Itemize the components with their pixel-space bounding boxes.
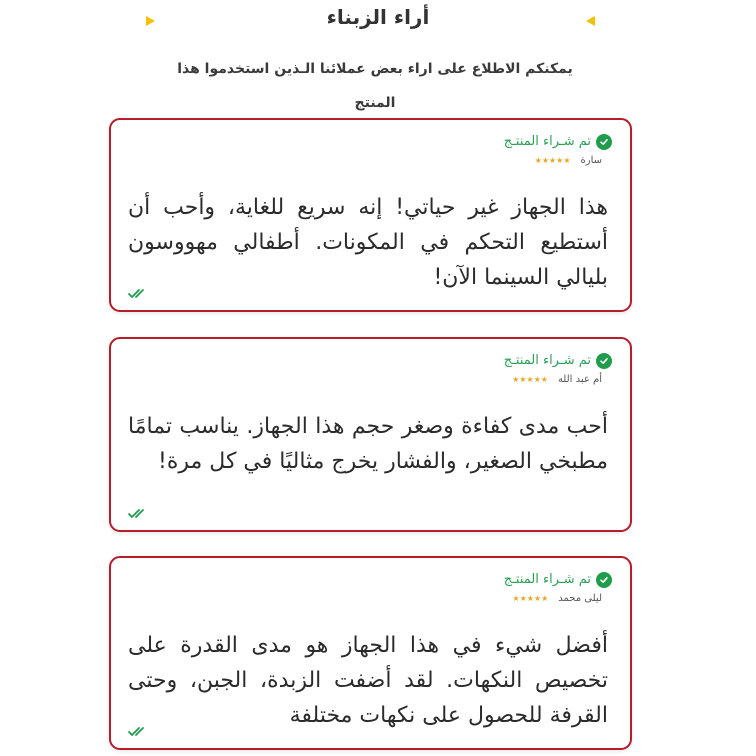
check-circle-icon xyxy=(596,353,612,369)
check-circle-icon xyxy=(596,572,612,588)
verified-label: تم شـراء المنتـج xyxy=(503,572,591,587)
review-meta xyxy=(535,155,602,167)
review-meta xyxy=(512,593,602,605)
arrow-right-icon xyxy=(586,16,595,26)
star-rating: ★★★★★ xyxy=(512,594,549,603)
double-check-icon xyxy=(127,286,153,300)
reviewer-name: سارة xyxy=(580,155,602,166)
review-text: أفضل شيء في هذا الجهاز هو مدى القدرة على تخصيص النكهات. لقد أضفت الزبدة، الجبن، وحتى القرفة للحصول على نكهات مختلفة xyxy=(128,633,608,728)
double-check-icon xyxy=(127,724,153,738)
verified-purchase xyxy=(504,134,612,150)
check-circle-icon xyxy=(596,134,612,150)
page-subtitle: يمكنكم الاطلاع على اراء بعض عملائنا الـذين استخدموا هذا المنتج xyxy=(177,61,573,111)
review-text: أحب مدى كفاءة وصغر حجم هذا الجهاز. يناسب تمامًا مطبخي الصغير، والفشار يخرج مثاليًا في كل مرة! xyxy=(128,414,608,474)
review-meta xyxy=(512,374,602,386)
double-check-icon xyxy=(127,506,153,520)
verified-purchase xyxy=(504,572,612,588)
verified-label: تم شـراء المنتـج xyxy=(503,134,591,149)
review-text: هذا الجهاز غير حياتي! إنه سريع للغاية، وأحب أن أستطيع التحكم في المكونات. أطفالي مهووسون بليالي السينما الآن! xyxy=(128,195,608,290)
review-card xyxy=(109,118,632,312)
page-title: أراء الزبناء xyxy=(326,5,430,29)
star-rating: ★★★★★ xyxy=(512,375,548,384)
verified-purchase xyxy=(504,353,612,369)
verified-label: تم شـراء المنتـج xyxy=(503,353,591,368)
section-header xyxy=(0,0,756,40)
review-card xyxy=(109,556,632,750)
reviewer-name: ليلى محمد xyxy=(558,593,602,604)
star-rating: ★★★★★ xyxy=(534,156,571,165)
reviewer-name: أم عبد الله xyxy=(557,374,602,385)
review-card xyxy=(109,337,632,532)
